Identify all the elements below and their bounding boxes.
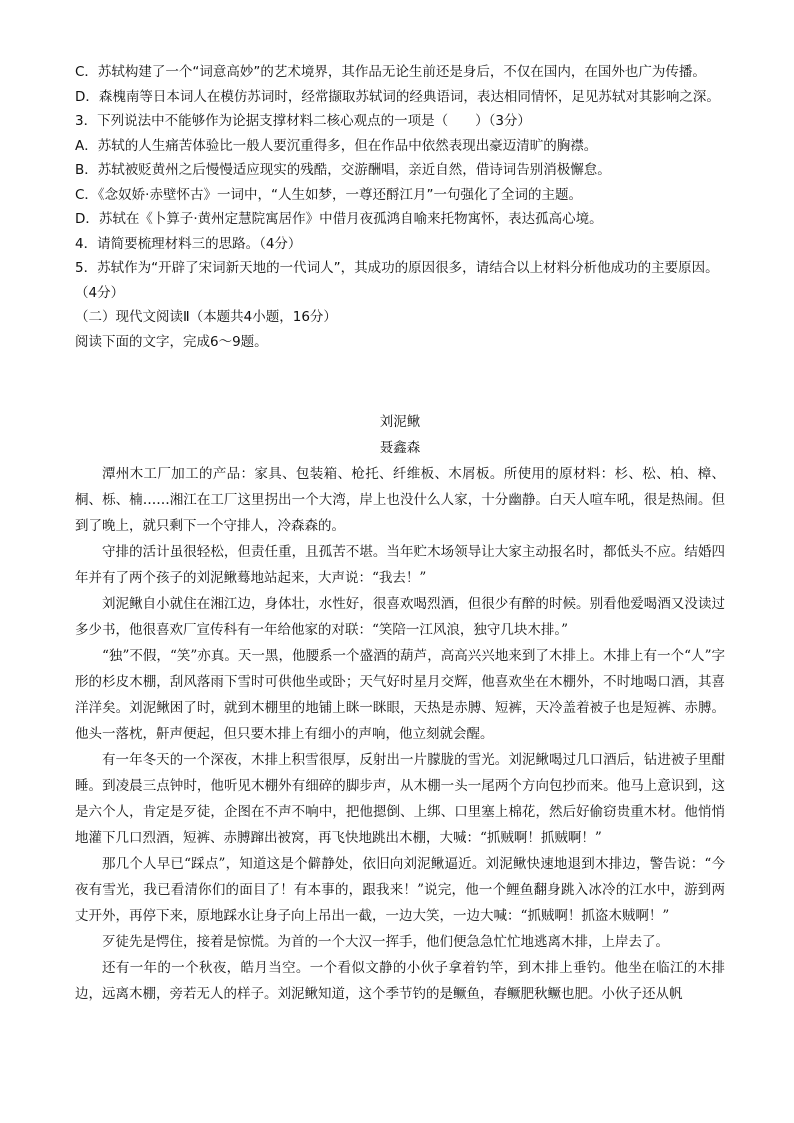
story-paragraph: 潭州木工厂加工的产品：家具、包装箱、枪托、纤维板、木屑板。所使用的原材料：杉、松、柏、樟、桐、栎、楠……湘江在工厂这里拐出一个大湾，岸上也没什么人家，十分幽静。白天人喧车吼，很是热闹。但到了晚上，就只剩下一个守排人，冷森森的。: [75, 466, 725, 534]
q5-stem: 5．苏轼作为“开辟了宋词新天地的一代词人”，其成功的原因很多，请结合以上材料分析他成功的主要原因。（4分）: [75, 260, 719, 301]
story-paragraph: “独”不假，“笑”亦真。天一黑，他腰系一个盛酒的葫芦，高高兴兴地来到了木排上。木排上有一个“人”字形的杉皮木棚，刮风落雨下雪时可供他坐或卧；天气好时星月交辉，他喜欢坐在木棚外，不时地喝口酒，其喜洋洋矣。刘泥鳅困了时，就到木棚里的地铺上眯一眯眼，天热是赤膊、短裤，天冷盖着被子也是短裤、赤膊。他头一落枕，鼾声便起，但只要木排上有细小的声响，他立刻就会醒。: [75, 648, 725, 742]
reading-instruction: 阅读下面的文字，完成6～9题。: [75, 333, 268, 350]
q3-option-b: B．苏轼被贬黄州之后慢慢适应现实的残酷，交游酬唱，亲近自然，借诗词告别消极懈怠。: [75, 162, 611, 178]
q2-option-d: D．森槐南等日本词人在模仿苏词时，经常撷取苏轼词的经典语词，表达相同情怀，足见苏轼对其影响之深。: [75, 88, 720, 105]
story-paragraph: 刘泥鳅自小就住在湘江边，身体壮，水性好，很喜欢喝烈酒，但很少有醉的时候。别看他爱喝酒又没读过多少书，他很喜欢厂宣传科有一年给他家的对联：“笑陪一江风浪，独守几块木排。”: [75, 596, 725, 638]
story-paragraph: 还有一年的一个秋夜，皓月当空。一个看似文静的小伙子拿着钓竿，到木排上垂钓。他坐在临江的木排边，远离木棚，旁若无人的样子。刘泥鳅知道，这个季节钓的是鳜鱼，春鳜肥秋鳜也肥。小伙子还从帆: [75, 960, 725, 1002]
story-title: 刘泥鳅: [379, 414, 421, 430]
q4-stem: 4．请简要梳理材料三的思路。（4分）: [75, 235, 302, 252]
q3-option-c: C．《念奴娇·赤壁怀古》一词中，“人生如梦，一尊还酹江月”一句强化了全词的主题。: [75, 186, 582, 203]
story-paragraph: 歹徒先是愕住，接着是惊慌。为首的一个大汉一挥手，他们便急急忙忙地逃离木排，上岸去了。: [102, 934, 669, 950]
question-area: [75, 60, 725, 354]
section-heading: （二）现代文阅读Ⅱ（本题共4小题，16分）: [75, 309, 337, 325]
q2-option-c: C．苏轼构建了一个“词意高妙”的艺术境界，其作品无论生前还是身后，不仅在国内，在国外也广为传播。: [75, 64, 706, 80]
q3-option-a: A．苏轼的人生痛苦体验比一般人要沉重得多，但在作品中依然表现出豪迈清旷的胸襟。: [75, 137, 598, 154]
story-paragraph: 守排的活计虽很轻松，但责任重，且孤苦不堪。当年贮木场领导让大家主动报名时，都低头不应。结婚四年并有了两个孩子的刘泥鳅蓦地站起来，大声说：“我去！”: [75, 544, 725, 586]
story-author: 聂鑫森: [379, 440, 421, 456]
story-passage: [75, 409, 725, 1007]
q3-option-d: D．苏轼在《卜算子·黄州定慧院寓居作》中借月夜孤鸿自喻来托物寓怀，表达孤高心境。: [75, 211, 603, 227]
q3-stem: 3．下列说法中不能够作为论据支撑材料二核心观点的一项是（ ）（3分）: [75, 113, 531, 129]
story-paragraph: 那几个人早已“踩点”，知道这是个僻静处，依旧向刘泥鳅逼近。刘泥鳅快速地退到木排边，警告说：“今夜有雪光，我已看清你们的面目了！有本事的，跟我来！”说完，他一个鲤鱼翻身跳入冰冷的江水中，游到两丈开外，再停下来，原地踩水让身子向上吊出一截，一边大笑，一边大喊：“抓贼啊！抓盗木贼啊！”: [75, 856, 725, 924]
story-paragraph: 有一年冬天的一个深夜，木排上积雪很厚，反射出一片朦胧的雪光。刘泥鳅喝过几口酒后，钻进被子里酣睡。到凌晨三点钟时，他听见木棚外有细碎的脚步声，从木棚一头一尾两个方向包抄而来。他马上意识到，这是六个人，肯定是歹徒，企图在不声不响中，把他摁倒、上绑、口里塞上棉花，然后好偷窃贵重木材。他悄悄地灌下几口烈酒，短裤、赤膊蹿出被窝，再飞快地跳出木棚，大喊：“抓贼啊！抓贼啊！”: [75, 752, 725, 846]
